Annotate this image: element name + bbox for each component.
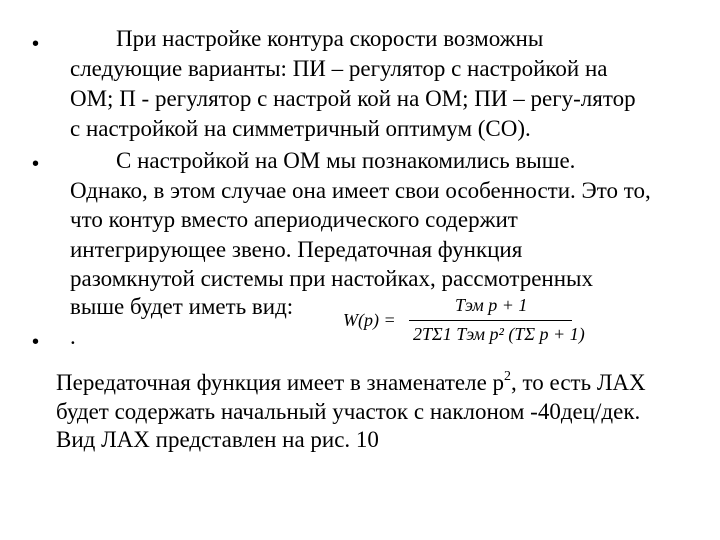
bullet-3-text: .: [70, 324, 76, 349]
formula-lhs: W(p) =: [343, 310, 396, 330]
paragraph-exponent: 2: [504, 369, 512, 384]
bullet-2-line-4: интегрирующее звено. Передаточная функция: [70, 237, 523, 262]
bullet-2-line-1: С настройкой на ОМ мы познакомились выше.: [116, 148, 576, 173]
bullet-1-line-2: следующие варианты: ПИ – регулятор с настройкой на: [70, 56, 608, 81]
bullet-1-line-3: ОМ; П - регулятор с настрой кой на ОМ; ПИ – регу-лятор: [70, 86, 636, 111]
paragraph-line-1-end: , то есть ЛАХ: [511, 370, 646, 395]
paragraph-line-3: Вид ЛАХ представлен на рис. 10: [56, 427, 379, 452]
paragraph-line-2: будет содержать начальный участок с наклоном -40дец/дек.: [56, 399, 641, 424]
bullet-marker-2: •: [32, 153, 40, 175]
bullet-marker-1: •: [32, 33, 40, 55]
paragraph-line-1: [56, 368, 646, 398]
bullet-2-line-2: Однако, в этом случае она имеет свои особенности. Это то,: [70, 178, 651, 203]
bullet-1-line-1: При настройке контура скорости возможны: [116, 26, 544, 51]
formula-denominator: 2TΣ1 Tэм p² (TΣ p + 1): [413, 324, 585, 344]
bullet-2-line-6: выше будет иметь вид:: [70, 294, 294, 319]
fraction-bar: [409, 320, 572, 321]
bullet-1-line-4: с настройкой на симметричный оптимум (СО).: [70, 116, 531, 141]
formula-numerator: Tэм p + 1: [455, 295, 528, 315]
paragraph-line-1-start: Передаточная функция имеет в знаменателе р: [56, 370, 505, 395]
bullet-2-line-3: что контур вместо апериодического содержит: [70, 207, 518, 232]
bullet-marker-3: •: [32, 331, 40, 353]
transfer-function-formula: [343, 292, 585, 350]
bullet-2-line-5: разомкнутой системы при настойках, рассмотренных: [70, 266, 593, 291]
